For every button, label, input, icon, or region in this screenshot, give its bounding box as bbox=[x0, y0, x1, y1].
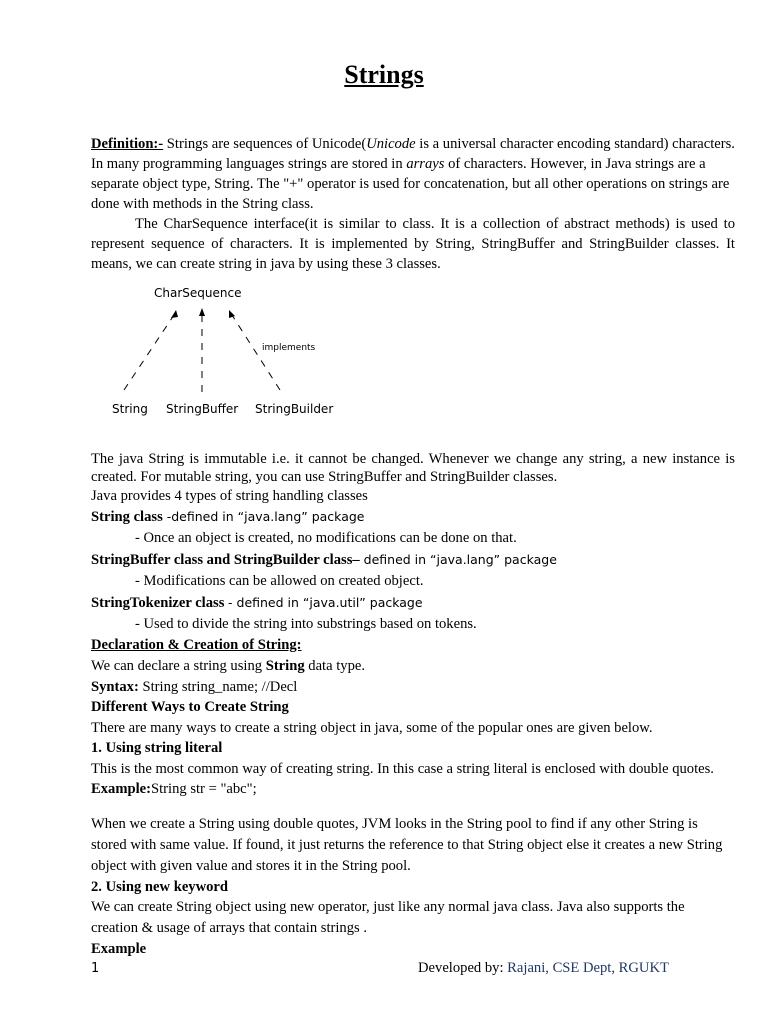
declaration-line bbox=[91, 656, 735, 677]
buffer-class-name: StringBuffer class and StringBuilder class– bbox=[91, 552, 360, 568]
footer-developer bbox=[418, 960, 669, 977]
types-intro: Java provides 4 types of string handling classes bbox=[91, 488, 368, 504]
ways-heading: Different Ways to Create String bbox=[91, 699, 289, 715]
buffer-class-line bbox=[91, 549, 735, 571]
syntax-text: String string_name; //Decl bbox=[138, 679, 298, 695]
diagram-stringbuilder-label: StringBuilder bbox=[255, 402, 334, 416]
string-class-line bbox=[91, 506, 735, 528]
definition-paragraph bbox=[91, 134, 735, 274]
diagram-left-arrow-line bbox=[124, 312, 176, 390]
diagram-svg bbox=[100, 280, 360, 420]
declaration-text-a: We can declare a string using bbox=[91, 658, 266, 674]
page-number: 1 bbox=[91, 961, 100, 976]
definition-unicode: Unicode bbox=[366, 136, 416, 152]
string-class-name: String class bbox=[91, 509, 163, 525]
definition-text-2: is a universal character encoding standard) characters. In many programming languages strings are stored in bbox=[91, 136, 735, 172]
buffer-class-desc: - Modifications can be allowed on created object. bbox=[135, 573, 424, 589]
literal-example-code: String str = "abc"; bbox=[151, 781, 257, 797]
diagram-string-label: String bbox=[112, 402, 148, 416]
diagram-top-label: CharSequence bbox=[154, 286, 242, 300]
syntax-line bbox=[91, 677, 735, 697]
definition-text-3: of characters. However, in Java strings are a separate object type, String. The "+" operator is used for concatenation, but all other operations on strings are done with methods in the String class. bbox=[91, 156, 730, 212]
charsequence-diagram bbox=[100, 280, 360, 420]
string-pool-paragraph: When we create a String using double quotes, JVM looks in the String pool to find if any other String is stored with same value. If found, it just returns the reference to that String object else it creates a new String object with given value and stores it in the String pool. bbox=[91, 816, 723, 874]
diagram-implements-label: implements bbox=[262, 343, 316, 353]
charsequence-paragraph: The CharSequence interface(it is similar to class. It is a collection of abstract methods) is used to represent sequence of characters. It is implemented by String, StringBuffer and StringBuilder classes. It means, we can create string in java by using these 3 classes. bbox=[91, 216, 735, 272]
page-title: Strings bbox=[344, 60, 424, 89]
newkw-heading: 2. Using new keyword bbox=[91, 879, 229, 895]
declaration-text-c: data type. bbox=[304, 658, 366, 674]
declaration-text-b: String bbox=[265, 658, 305, 674]
footer-dev-label: Developed by: bbox=[418, 960, 508, 976]
syntax-label: Syntax: bbox=[91, 679, 139, 695]
diagram-left-arrowhead bbox=[171, 310, 178, 318]
diagram-stringbuffer-label: StringBuffer bbox=[166, 402, 239, 416]
string-class-desc: - Once an object is created, no modifications can be done on that. bbox=[135, 530, 517, 546]
tokenizer-class-desc: - Used to divide the string into substrings based on tokens. bbox=[135, 616, 477, 632]
diagram-right-arrowhead bbox=[229, 310, 235, 318]
ways-intro: There are many ways to create a string object in java, some of the popular ones are given below. bbox=[91, 720, 653, 736]
diagram-middle-arrowhead bbox=[199, 308, 205, 316]
literal-example bbox=[91, 779, 735, 800]
newkw-desc: We can create String object using new operator, just like any normal java class. Java also supports the creation & usage of arrays that contain strings . bbox=[91, 899, 685, 936]
declaration-heading: Declaration & Creation of String: bbox=[91, 637, 302, 653]
definition-arrays: arrays bbox=[406, 156, 445, 172]
tokenizer-class-name: StringTokenizer class bbox=[91, 595, 229, 611]
newkw-example: Example bbox=[91, 941, 147, 957]
tokenizer-class-line bbox=[91, 592, 735, 614]
literal-desc: This is the most common way of creating string. In this case a string literal is enclosed with double quotes. bbox=[91, 761, 714, 777]
tokenizer-class-package: - defined in “java.util” package bbox=[228, 595, 423, 610]
body-section bbox=[91, 450, 735, 960]
immutable-paragraph: The java String is immutable i.e. it cannot be changed. Whenever we change any string, a new instance is created. For mutable string, you can use StringBuffer and StringBuilder classes. bbox=[91, 451, 735, 485]
definition-label: Definition:- bbox=[91, 136, 164, 152]
literal-heading: 1. Using string literal bbox=[91, 740, 223, 756]
definition-text-1: Strings are sequences of Unicode( bbox=[163, 136, 367, 152]
string-class-package: -defined in “java.lang” package bbox=[162, 509, 365, 524]
footer-dev-name: Rajani, CSE Dept, RGUKT bbox=[507, 960, 669, 976]
buffer-class-package: defined in “java.lang” package bbox=[359, 552, 557, 567]
literal-example-label: Example: bbox=[91, 781, 151, 797]
